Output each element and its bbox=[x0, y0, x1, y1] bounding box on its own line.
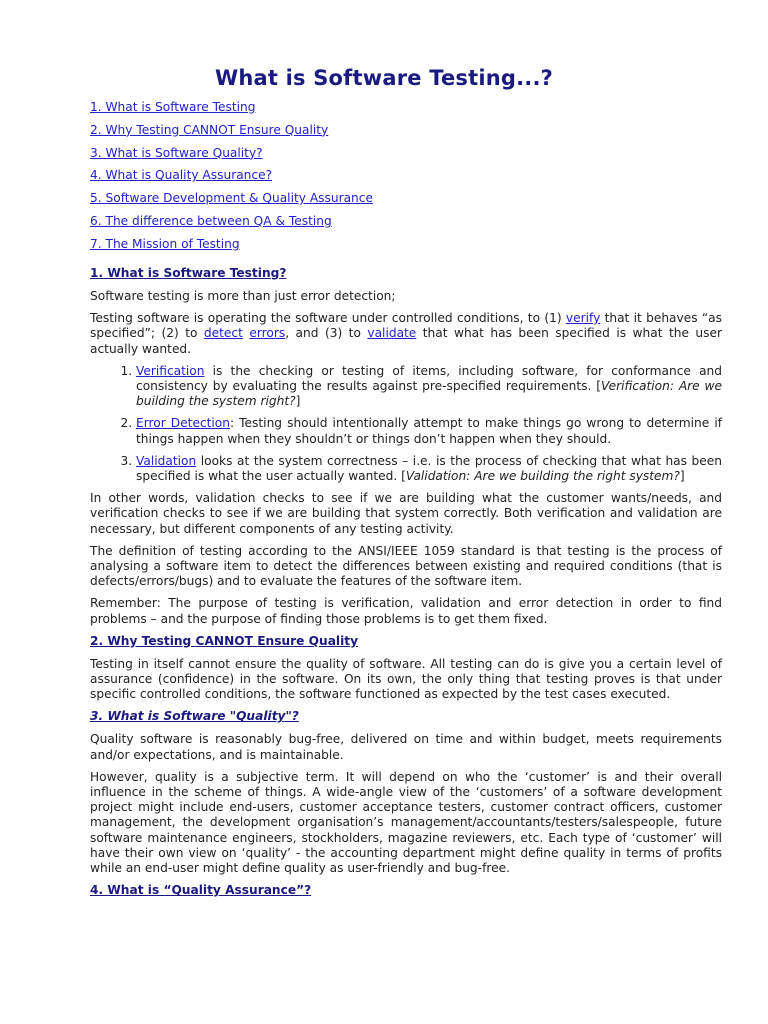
link-validate[interactable]: validate bbox=[367, 326, 417, 341]
text: : Testing should intentionally attempt to make things go wrong to determine if things happen when they shouldn’t or things don’t happen when they should. bbox=[136, 416, 722, 446]
paragraph bbox=[90, 311, 722, 357]
paragraph: However, quality is a subjective term. It will depend on who the ‘customer’ is and their overall influence in the scheme of things. A wide-angle view of the ‘customers’ of a software development project might include end-users, customer acceptance testers, customer contract officers, customer management, the development organisation’s management/accountants/testers/salespeople, future software maintenance engineers, stockholders, magazine reviewers, etc. Each type of ‘customer’ will have their own view on ‘quality’ - the accounting department might define quality in terms of profits while an end-user might define quality as user-friendly and bug-free. bbox=[90, 769, 722, 876]
text: ] bbox=[679, 469, 685, 484]
paragraph: Quality software is reasonably bug-free, delivered on time and within budget, meets requirements and/or expectations, and is maintainable. bbox=[90, 732, 722, 762]
toc-link-development-qa[interactable]: 5. Software Development & Quality Assurance bbox=[90, 191, 373, 206]
text: that it behaves “as specified”; (2) to bbox=[90, 311, 722, 341]
toc-link-software-quality[interactable]: 3. What is Software Quality? bbox=[90, 145, 263, 160]
text: Testing software is operating the software under controlled conditions, to (1) bbox=[90, 311, 566, 326]
toc-item bbox=[90, 237, 373, 260]
emphasis: Validation: Are we building the right system? bbox=[405, 469, 680, 484]
paragraph: The definition of testing according to the ANSI/IEEE 1059 standard is that testing is the process of analysing a software item to detect the differences between existing and required conditions (that is defects/errors/bugs) and to evaluate the features of the software item. bbox=[90, 543, 722, 589]
toc-item bbox=[90, 100, 373, 123]
section-heading-4: 4. What is “Quality Assurance”? bbox=[90, 883, 312, 898]
list-item bbox=[136, 454, 722, 484]
link-error-detection[interactable]: Error Detection bbox=[136, 416, 230, 431]
section-heading-3: 3. What is Software "Quality"? bbox=[90, 709, 299, 724]
emphasis: Verification: Are we building the system right? bbox=[136, 379, 722, 409]
toc-link-qa-vs-testing[interactable]: 6. The difference between QA & Testing bbox=[90, 213, 332, 228]
toc-link-cannot-ensure-quality[interactable]: 2. Why Testing CANNOT Ensure Quality bbox=[90, 122, 329, 137]
text: looks at the system correctness – i.e. is the process of checking that what has been specified is what the user actually wanted. [ bbox=[136, 453, 722, 484]
toc-item bbox=[90, 146, 373, 169]
link-verification[interactable]: Verification bbox=[136, 363, 205, 378]
toc-item bbox=[90, 168, 373, 191]
text: ] bbox=[295, 394, 301, 409]
section-heading-1: 1. What is Software Testing? bbox=[90, 266, 287, 280]
toc-item bbox=[90, 123, 373, 146]
list-item bbox=[136, 416, 722, 446]
paragraph: Remember: The purpose of testing is verification, validation and error detection in order to find problems – and the purpose of finding those problems is to get them fixed. bbox=[90, 596, 722, 626]
numbered-list bbox=[90, 364, 722, 484]
toc-link-mission-of-testing[interactable]: 7. The Mission of Testing bbox=[90, 236, 240, 251]
paragraph: Testing in itself cannot ensure the quality of software. All testing can do is give you a certain level of assurance (confidence) in the software. On its own, the only thing that testing proves is that under specific controlled conditions, the software functioned as expected by the test cases executed. bbox=[90, 656, 722, 702]
link-verify[interactable]: verify bbox=[565, 311, 601, 326]
toc-link-quality-assurance[interactable]: 4. What is Quality Assurance? bbox=[90, 168, 273, 183]
paragraph: Software testing is more than just error detection; bbox=[90, 289, 396, 303]
section-heading-2: 2. Why Testing CANNOT Ensure Quality bbox=[90, 633, 359, 648]
text: , and (3) to bbox=[285, 326, 368, 341]
main-content bbox=[90, 266, 722, 906]
text: is the checking or testing of items, including software, for conformance and consistency by evaluating the results against pre-specified requirements. [ bbox=[136, 363, 722, 394]
list-item bbox=[136, 364, 722, 410]
table-of-contents bbox=[90, 100, 373, 260]
link-validation[interactable]: Validation bbox=[136, 453, 197, 468]
link-errors[interactable]: errors bbox=[249, 326, 286, 341]
link-detect[interactable]: detect bbox=[203, 326, 243, 341]
page-title: What is Software Testing...? bbox=[214, 66, 554, 90]
paragraph: In other words, validation checks to see if we are building what the customer wants/needs, and verification checks to see if we are building that system correctly. Both verification and validation are necessary, but different components of any testing activity. bbox=[90, 491, 722, 536]
toc-link-software-testing[interactable]: 1. What is Software Testing bbox=[90, 100, 256, 114]
toc-item bbox=[90, 214, 373, 237]
text: that what has been specified is what the user actually wanted. bbox=[90, 326, 722, 356]
toc-item bbox=[90, 191, 373, 214]
